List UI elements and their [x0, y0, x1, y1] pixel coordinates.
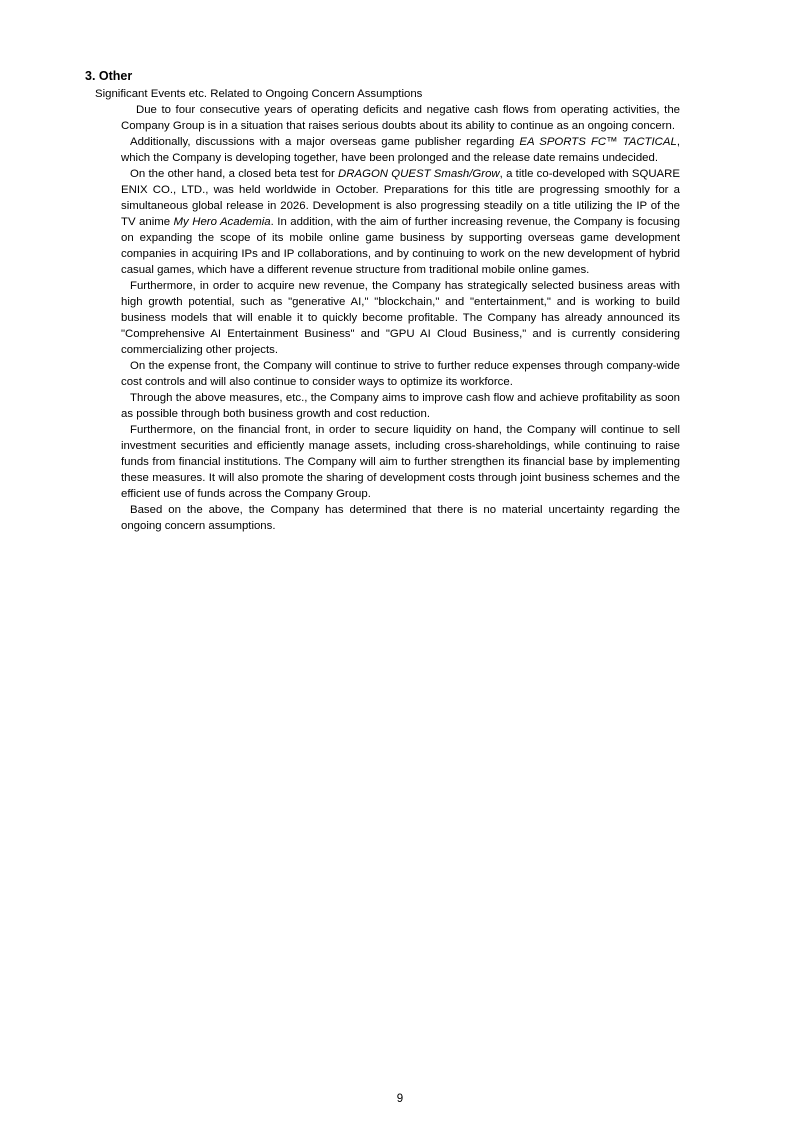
paragraph [121, 422, 680, 502]
section-heading: 3. Other [85, 69, 133, 83]
paragraph-text: , which the Company is developing together, have been prolonged and the release date remains undecided. [121, 136, 680, 164]
paragraph [121, 358, 680, 390]
paragraph-text: . In addition, with the aim of further increasing revenue, the Company is focusing on expanding the scope of its mobile online game business by supporting overseas game development companies in acquiring IPs and IP collaborations, and by continuing to work on the new development of hybrid casual games, which have a different revenue structure from traditional mobile online games. [121, 216, 680, 276]
paragraph [121, 102, 680, 134]
paragraph [121, 134, 680, 166]
section-subheading: Significant Events etc. Related to Ongoing Concern Assumptions [95, 88, 423, 100]
paragraph-text: Based on the above, the Company has determined that there is no material uncertainty regarding the ongoing concern assumptions. [121, 504, 680, 532]
paragraph-text: , a title co-developed with SQUARE ENIX CO., LTD., was held worldwide in October. Preparations for this title are progressing smoothly for a simultaneous global release in 2026. Development is also progressing steadily on a title utilizing the IP of the TV anime [121, 168, 680, 228]
paragraph-text: Furthermore, on the financial front, in order to secure liquidity on hand, the Company will continue to sell investment securities and efficiently manage assets, including cross-shareholdings, while continuing to raise funds from financial institutions. The Company will aim to further strengthen its financial base by implementing these measures. It will also promote the sharing of development costs through joint business schemes and the efficient use of funds across the Company Group. [121, 424, 680, 500]
body-paragraphs [121, 102, 680, 534]
italic-title-text: EA SPORTS FC™ TACTICAL [519, 136, 677, 148]
paragraph-text: Through the above measures, etc., the Company aims to improve cash flow and achieve profitability as soon as possible through both business growth and cost reduction. [121, 392, 680, 420]
paragraph [121, 278, 680, 358]
paragraph-text: Furthermore, in order to acquire new revenue, the Company has strategically selected business areas with high growth potential, such as "generative AI," "blockchain," and "entertainment," and is working to build business models that will enable it to quickly become profitable. The Company has already announced its "Comprehensive AI Entertainment Business" and "GPU AI Cloud Business," and is currently considering commercializing other projects. [121, 280, 680, 356]
paragraph [121, 390, 680, 422]
page-number: 9 [396, 1093, 404, 1105]
paragraph-text: On the expense front, the Company will continue to strive to further reduce expenses through company-wide cost controls and will also continue to consider ways to optimize its workforce. [121, 360, 680, 388]
paragraph-text: Due to four consecutive years of operating deficits and negative cash flows from operating activities, the Company Group is in a situation that raises serious doubts about its ability to continue as an ongoing concern. [121, 104, 680, 132]
italic-title-text: DRAGON QUEST Smash/Grow [338, 168, 500, 180]
paragraph [121, 502, 680, 534]
paragraph [121, 166, 680, 278]
paragraph-text: On the other hand, a closed beta test for [130, 168, 339, 180]
italic-title-text: My Hero Academia [173, 216, 271, 228]
paragraph-text: Additionally, discussions with a major overseas game publisher regarding [130, 136, 520, 148]
